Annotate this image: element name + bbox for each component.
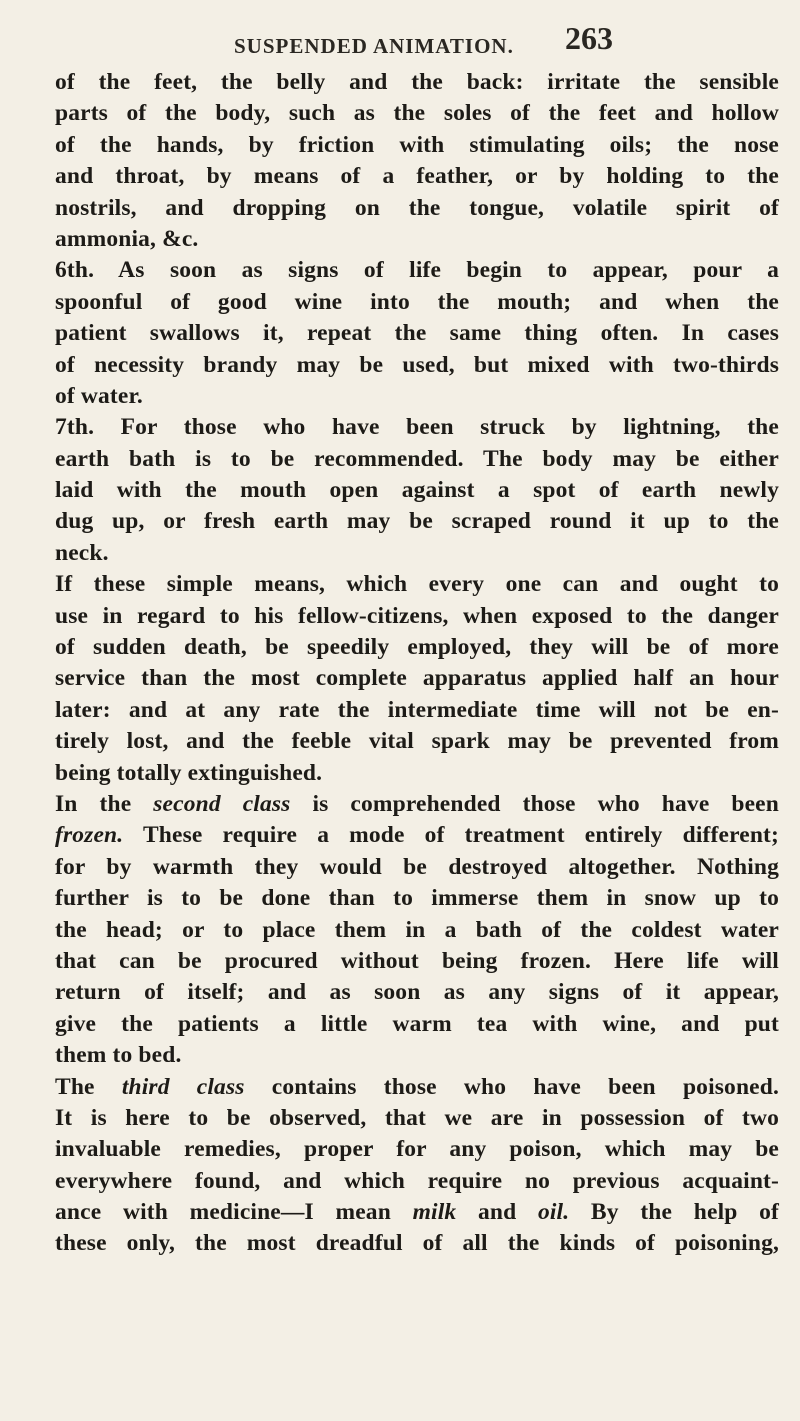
text-segment: later: and at any rate the intermediate time will not be en- [55, 696, 779, 723]
text-line [55, 1197, 779, 1228]
text-segment: is comprehended those who have been [290, 790, 779, 817]
text-line [55, 444, 779, 475]
text-segment: These require a mode of treatment entirely different; [123, 822, 779, 849]
italic-text: third class [121, 1073, 245, 1100]
text-segment: The [55, 1073, 122, 1100]
text-line [55, 1134, 779, 1165]
text-line [55, 695, 779, 726]
text-segment: the head; or to place them in a bath of the coldest water [55, 916, 779, 943]
text-segment: being totally extinguished. [55, 759, 323, 786]
text-line [55, 1009, 779, 1040]
text-segment: of sudden death, be speedily employed, they will be of more [55, 634, 779, 661]
text-segment: them to bed. [55, 1042, 182, 1069]
text-line [55, 789, 779, 820]
italic-text: oil. [537, 1199, 570, 1226]
text-line [55, 946, 779, 977]
text-segment: 6th. As soon as signs of life begin to appear, pour a [55, 257, 779, 284]
text-line [55, 758, 779, 789]
text-segment: that can be procured without being frozen. Here life will [55, 947, 779, 974]
text-line [55, 852, 779, 883]
text-segment: these only, the most dreadful of all the kinds of poisoning, [55, 1230, 779, 1257]
text-line [55, 381, 779, 412]
text-segment: use in regard to his fellow-citizens, when exposed to the danger [55, 602, 779, 629]
text-segment: further is to be done than to immerse them in snow up to [55, 885, 779, 912]
text-line [55, 1103, 779, 1134]
text-segment: and throat, by means of a feather, or by holding to the [55, 163, 779, 190]
text-line [55, 318, 779, 349]
text-line [55, 1072, 779, 1103]
running-head-title: SUSPENDED ANIMATION. [234, 34, 514, 58]
text-line [55, 255, 779, 286]
text-line [55, 915, 779, 946]
text-segment: everywhere found, and which require no previous acquaint- [55, 1167, 779, 1194]
text-line [55, 1228, 779, 1259]
text-segment: service than the most complete apparatus applied half an hour [55, 665, 779, 692]
text-line [55, 977, 779, 1008]
italic-text: milk [412, 1199, 457, 1226]
text-segment: give the patients a little warm tea with wine, and put [55, 1010, 779, 1037]
text-segment: laid with the mouth open against a spot of earth newly [55, 477, 779, 504]
text-line [55, 663, 779, 694]
text-segment: patient swallows it, repeat the same thing often. In cases [55, 320, 779, 347]
text-segment: By the help of [569, 1199, 780, 1226]
text-line [55, 1040, 779, 1071]
text-segment: It is here to be observed, that we are in possession of two [55, 1104, 779, 1131]
text-line [55, 161, 779, 192]
text-segment: dug up, or fresh earth may be scraped round it up to the [55, 508, 779, 535]
text-line [55, 506, 779, 537]
text-segment: ance with medicine—I mean [55, 1199, 413, 1226]
text-line [55, 726, 779, 757]
text-line [55, 412, 779, 443]
text-segment: spoonful of good wine into the mouth; and when the [55, 288, 779, 315]
text-segment: of the feet, the belly and the back: irritate the sensible [55, 69, 779, 95]
text-segment: return of itself; and as soon as any signs of it appear, [55, 979, 779, 1006]
text-segment: for by warmth they would be destroyed altogether. Nothing [55, 853, 779, 880]
text-segment: invaluable remedies, proper for any poison, which may be [55, 1136, 779, 1163]
italic-text: second class [153, 790, 291, 817]
text-segment: of water. [55, 382, 143, 409]
text-line [55, 130, 779, 161]
text-segment: nostrils, and dropping on the tongue, volatile spirit of [55, 194, 779, 221]
text-line [55, 67, 779, 98]
text-line [55, 883, 779, 914]
text-segment: neck. [55, 539, 109, 566]
text-line [55, 475, 779, 506]
text-segment: of the hands, by friction with stimulating oils; the nose [55, 131, 779, 158]
text-line [55, 98, 779, 129]
text-line [55, 601, 779, 632]
text-line [55, 569, 779, 600]
text-line [55, 1166, 779, 1197]
text-line [55, 193, 779, 224]
text-line [55, 350, 779, 381]
body-text [55, 67, 779, 1260]
text-line [55, 224, 779, 255]
text-segment: If these simple means, which every one can and ought to [55, 571, 779, 598]
text-segment: 7th. For those who have been struck by lightning, the [55, 414, 779, 441]
text-segment: contains those who have been poisoned. [244, 1073, 779, 1100]
text-segment: and [456, 1199, 538, 1226]
text-segment: tirely lost, and the feeble vital spark may be prevented from [55, 728, 779, 755]
text-segment: of necessity brandy may be used, but mixed with two-thirds [55, 351, 779, 378]
text-segment: parts of the body, such as the soles of the feet and hollow [55, 100, 779, 127]
running-head [0, 20, 800, 60]
text-segment: In the [55, 790, 154, 817]
text-line [55, 538, 779, 569]
text-line [55, 287, 779, 318]
italic-text: frozen. [55, 822, 124, 849]
text-line [55, 632, 779, 663]
text-line [55, 820, 779, 851]
text-segment: ammonia, &c. [55, 225, 199, 252]
text-segment: earth bath is to be recommended. The body may be either [55, 445, 779, 472]
page-number: 263 [565, 20, 613, 56]
